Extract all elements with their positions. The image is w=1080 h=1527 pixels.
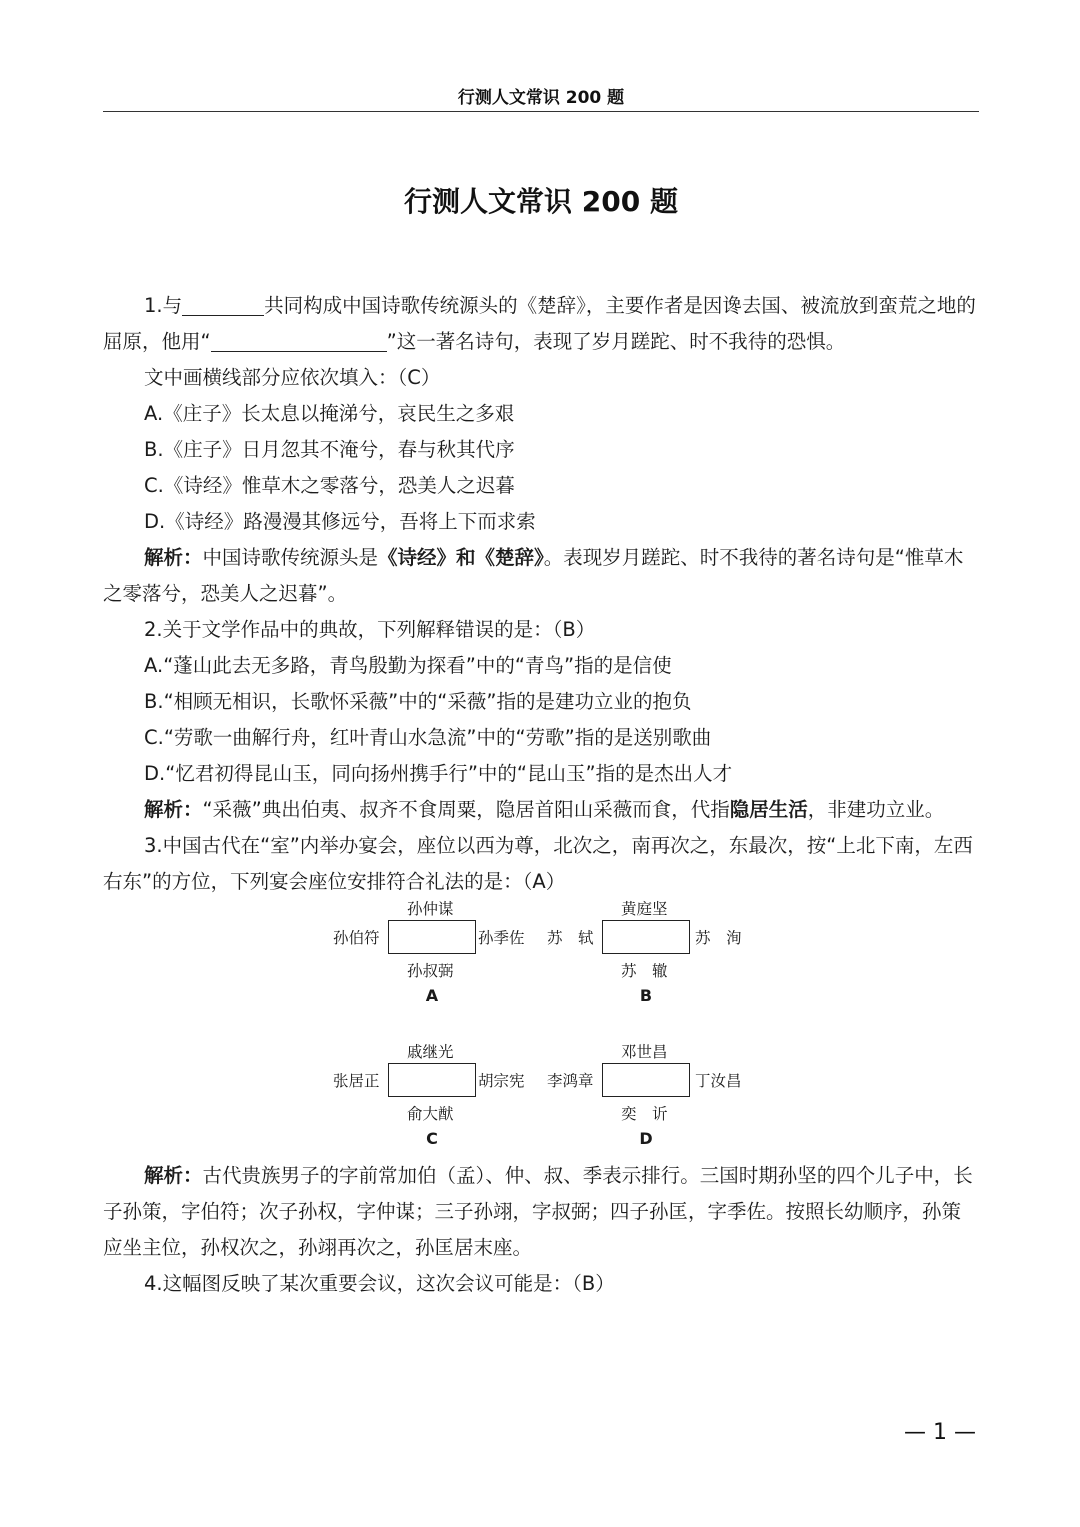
diagram-d-label: D	[639, 1129, 653, 1148]
diagram-d-south-seat: 奕 䜣	[621, 1105, 668, 1123]
diagram-b-east-seat: 苏 洵	[695, 929, 742, 947]
diagram-c-north-seat: 戚继光	[407, 1043, 454, 1061]
q1-option-c: C.《诗经》惟草木之零落兮，恐美人之迟暮	[144, 474, 515, 497]
diagram-d-west-seat: 李鸿章	[547, 1072, 594, 1090]
analysis-emphasis: 《诗经》和《楚辞》	[378, 546, 544, 569]
fill-blank-2	[211, 329, 387, 352]
analysis-text: 古代贵族男子的字前常加伯（孟）、仲、叔、季表示排行。三国时期孙坚的四个儿子中，长子孙策，字伯符；次子孙权，字仲谋；三子孙翊，字叔弼；四子孙匡，字季佐。按照长幼顺序，孙策应坐主位，孙权次之，孙翊再次之，孙匡居末座。	[103, 1164, 973, 1259]
q2-option-a: A.“蓬山此去无多路，青鸟殷勤为探看”中的“青鸟”指的是信使	[144, 654, 672, 677]
diagram-b-table	[602, 920, 690, 954]
analysis-text: “采薇”典出伯夷、叔齐不食周粟，隐居首阳山采薇而食，代指	[202, 798, 730, 821]
question-4-stem: 4.这幅图反映了某次重要会议，这次会议可能是：（B）	[144, 1272, 615, 1295]
q1-stem-part: ”这一著名诗句，表现了岁月蹉跎、时不我待的恐惧。	[386, 330, 846, 353]
q2-option-c: C.“劳歌一曲解行舟，红叶青山水急流”中的“劳歌”指的是送别歌曲	[144, 726, 712, 749]
diagram-b-label: B	[639, 986, 653, 1005]
document-body	[103, 288, 979, 1302]
fill-blank-1	[182, 293, 264, 316]
running-header: 行测人文常识 200 题	[457, 88, 625, 108]
diagram-b-north-seat: 黄庭坚	[621, 900, 668, 918]
diagram-b-west-seat: 苏 轼	[547, 929, 594, 947]
diagram-a-east-seat: 孙季佐	[478, 929, 525, 947]
diagram-a-north-seat: 孙仲谋	[407, 900, 454, 918]
header-rule	[103, 111, 979, 112]
diagram-c-west-seat: 张居正	[333, 1072, 380, 1090]
q1-option-d: D.《诗经》路漫漫其修远兮，吾将上下而求索	[144, 510, 536, 533]
diagram-c-table	[388, 1063, 476, 1097]
q1-stem-part: 1.与	[144, 294, 183, 317]
diagram-b-south-seat: 苏 辙	[621, 962, 668, 980]
analysis-emphasis: 隐居生活	[729, 798, 808, 821]
document-title: 行测人文常识 200 题	[404, 185, 678, 218]
question-3-stem: 3.中国古代在“室”内举办宴会，座位以西为尊，北次之，南再次之，东最次，按“上北下南，左西右东”的方位，下列宴会座位安排符合礼法的是：（A）	[103, 834, 973, 893]
diagram-d-north-seat: 邓世昌	[621, 1043, 668, 1061]
analysis-text: 中国诗歌传统源头是	[202, 546, 379, 569]
diagram-a-south-seat: 孙叔弼	[407, 962, 454, 980]
q2-analysis	[103, 792, 979, 828]
analysis-label: 解析：	[144, 1164, 203, 1187]
diagram-c-east-seat: 胡宗宪	[478, 1072, 525, 1090]
diagram-d-east-seat: 丁汝昌	[695, 1072, 742, 1090]
analysis-text: ，非建功立业。	[807, 798, 945, 821]
seating-diagrams	[103, 900, 979, 1158]
q1-analysis	[103, 540, 979, 612]
diagram-c-label: C	[426, 1129, 438, 1148]
q2-option-d: D.“忆君初得昆山玉，同向扬州携手行”中的“昆山玉”指的是杰出人才	[144, 762, 733, 785]
diagram-a-west-seat: 孙伯符	[333, 929, 380, 947]
diagram-c-south-seat: 俞大猷	[407, 1105, 454, 1123]
diagram-a-label: A	[425, 986, 439, 1005]
analysis-label: 解析：	[144, 546, 203, 569]
q1-stem-part: 共同构成中国诗歌传统源头的《楚辞》，主要作者是因谗去国、被流放到蛮荒之地的屈原，他用“	[103, 294, 976, 353]
question-2-stem: 2.关于文学作品中的典故，下列解释错误的是：（B）	[144, 618, 596, 641]
analysis-label: 解析：	[144, 798, 203, 821]
question-1-instruction: 文中画横线部分应依次填入：（C）	[144, 366, 441, 389]
analysis-text: 。表现岁月蹉跎、时不我待的著名诗句是“惟草木之零落兮，恐美人之迟暮”。	[103, 546, 964, 605]
diagram-a-table	[388, 920, 476, 954]
q1-option-a: A.《庄子》长太息以掩涕兮，哀民生之多艰	[144, 402, 515, 425]
question-1-stem	[103, 288, 979, 360]
diagram-d-table	[602, 1063, 690, 1097]
q3-analysis	[103, 1158, 979, 1266]
q1-option-b: B.《庄子》日月忽其不淹兮，春与秋其代序	[144, 438, 515, 461]
q2-option-b: B.“相顾无相识，长歌怀采薇”中的“采薇”指的是建功立业的抱负	[144, 690, 692, 713]
page-number: — 1 —	[904, 1420, 976, 1445]
